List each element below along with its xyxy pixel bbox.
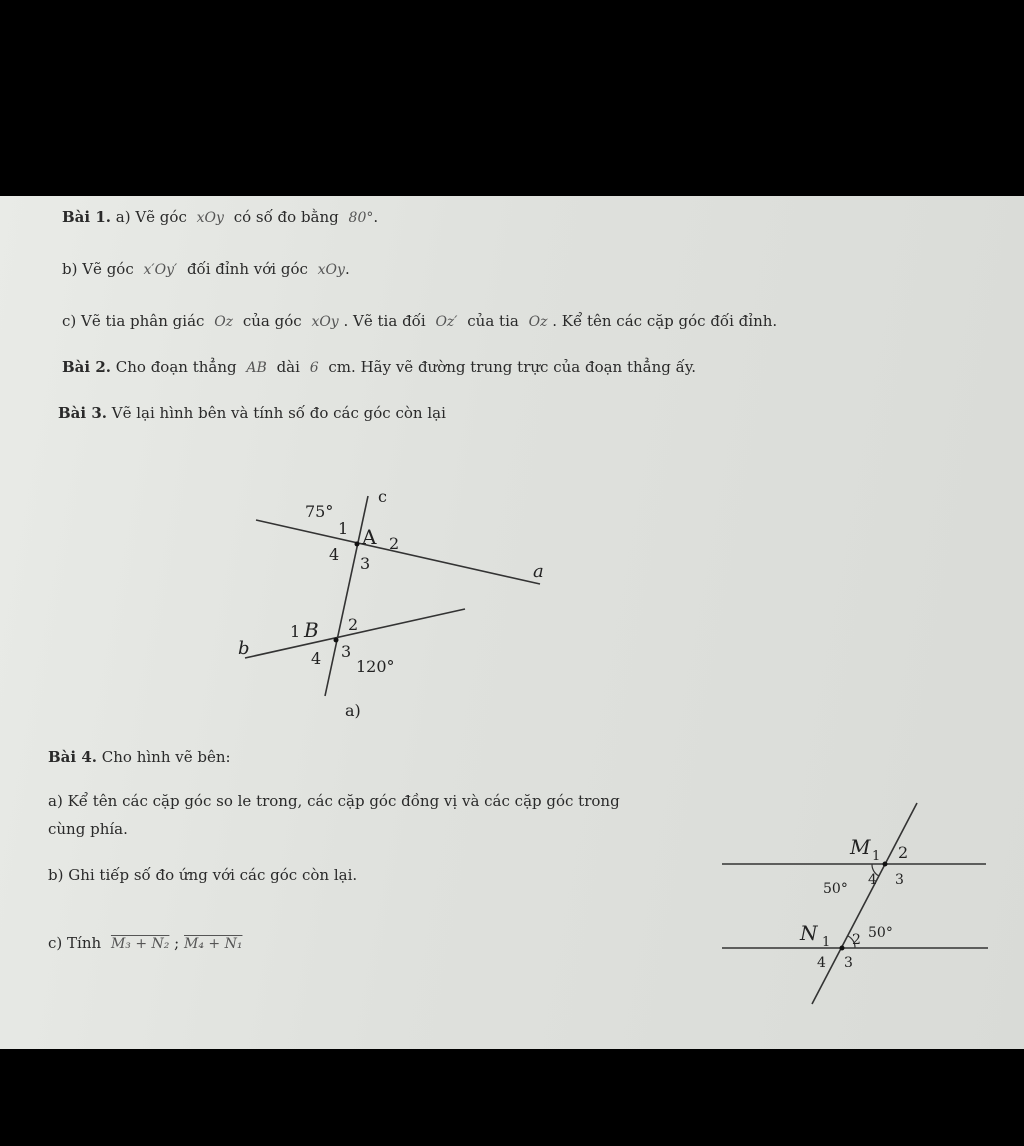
bai1-b-mid: đối đỉnh với góc: [186, 260, 308, 278]
bai1-c-end: . Kể tên các cặp góc đối đỉnh.: [552, 312, 778, 330]
bai1-b-angle2: xOy: [317, 262, 345, 278]
point-m-dot: [883, 862, 888, 867]
bai2-end: cm. Hãy vẽ đường trung trực của đoạn thẳng ấy.: [328, 358, 697, 376]
point-n-dot: [840, 946, 845, 951]
a3-label: 3: [360, 554, 371, 573]
bai1-c-angle: xOy: [311, 314, 339, 330]
bai4-c-sep: ;: [174, 934, 180, 952]
worksheet-page: [0, 196, 1024, 1049]
point-b-dot: [334, 638, 339, 643]
a4-label: 4: [329, 545, 340, 564]
bai2-segment: AB: [246, 360, 267, 376]
bai4-c-line: [48, 934, 242, 952]
bai2-length: 6: [309, 360, 319, 376]
bai4-c-prefix: c) Tính: [48, 934, 102, 952]
n2-label: 2: [852, 932, 861, 948]
line-c-label: c: [378, 487, 387, 506]
angle-120-label: 120°: [356, 657, 395, 676]
bai1-b-prefix: b) Vẽ góc: [62, 260, 134, 278]
n4-label: 4: [817, 955, 826, 971]
point-a-label: A: [362, 525, 377, 549]
a2-label: 2: [389, 534, 400, 553]
bai1-c-prefix: c) Vẽ tia phân giác: [62, 312, 205, 330]
bai4-a-line2: cùng phía.: [48, 820, 128, 838]
bai4-b-line: b) Ghi tiếp số đo ứng với các góc còn lại.: [48, 866, 358, 884]
bai1-a-end: .: [373, 208, 379, 226]
point-m-label: M: [850, 835, 871, 859]
bai1-c-mid3: của tia: [467, 312, 519, 330]
bai4-label: Bài 4.: [48, 748, 97, 766]
bai4-a-line1: a) Kể tên các cặp góc so le trong, các cặp góc đồng vị và các cặp góc trong: [48, 792, 620, 810]
bai3-text: Vẽ lại hình bên và tính số đo các góc còn lại: [111, 404, 446, 422]
b1-label: 1: [290, 622, 301, 641]
bai4-intro: Cho hình vẽ bên:: [101, 748, 231, 766]
line-a-label: a: [533, 561, 544, 582]
bai1-a-mid: có số đo bằng: [233, 208, 339, 226]
point-n-label: N: [800, 921, 818, 945]
figure-caption: a): [345, 701, 361, 720]
b4-label: 4: [311, 649, 322, 668]
bai1-a-value: 80°: [348, 210, 374, 226]
bai1-b-end: .: [344, 260, 350, 278]
b3-label: 3: [341, 642, 352, 661]
bai1-c-ray: Oz: [214, 314, 234, 330]
b2-label: 2: [348, 615, 359, 634]
bai1-c-mid2: . Vẽ tia đối: [343, 312, 426, 330]
bai4-c-expr2: M₄ + N₁: [184, 936, 243, 952]
n3-label: 3: [844, 955, 853, 971]
point-m-sub: 1: [872, 849, 881, 864]
bai1-a-angle: xOy: [196, 210, 224, 226]
bai1-label: Bài 1.: [62, 208, 111, 226]
bai1-c-ray2: Oz′: [435, 314, 458, 330]
point-b-label: B: [304, 618, 319, 642]
a1-label: 1: [338, 519, 349, 538]
bai1-c-mid1: của góc: [242, 312, 302, 330]
point-n-sub: 1: [822, 935, 831, 950]
point-a-dot: [355, 542, 360, 547]
transversal: [812, 803, 917, 1004]
angle-m-50-label: 50°: [823, 881, 848, 897]
bai3-label: Bài 3.: [58, 404, 107, 422]
bai1-c-ray3: Oz: [528, 314, 548, 330]
bai3-figure: [0, 196, 1024, 1049]
bai1-b-angle: x′Oy′: [143, 262, 178, 278]
m2-label: 2: [898, 843, 909, 862]
bai2-label: Bài 2.: [62, 358, 111, 376]
angle-75-label: 75°: [305, 502, 334, 521]
bai2-mid: dài: [276, 358, 300, 376]
angle-n-50-label: 50°: [868, 925, 893, 941]
bai4-intro-line: [48, 748, 231, 766]
m3-label: 3: [895, 872, 904, 888]
bai2-prefix: Cho đoạn thẳng: [115, 358, 237, 376]
m4-label: 4: [868, 872, 877, 888]
bai1-a-prefix: a) Vẽ góc: [115, 208, 187, 226]
line-b-label: b: [238, 638, 250, 659]
bai4-c-expr1: M₃ + N₂: [110, 936, 170, 952]
